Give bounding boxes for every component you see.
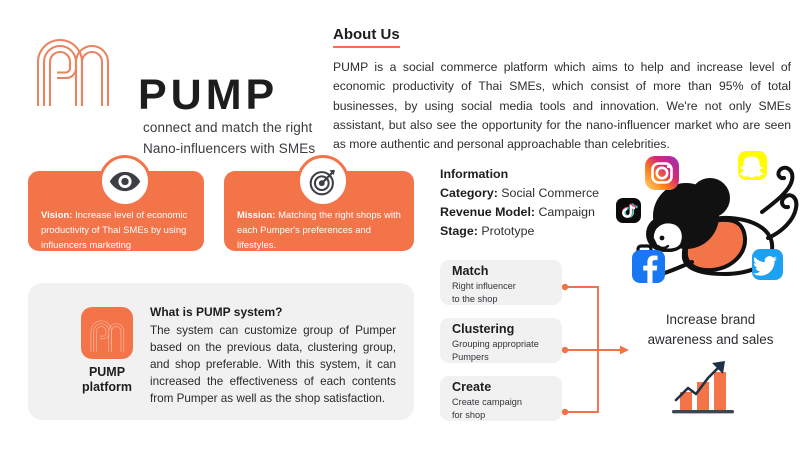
feature-card-match xyxy=(440,260,562,305)
target-icon xyxy=(297,155,349,207)
mission-text xyxy=(237,207,403,253)
growth-bar-chart-icon xyxy=(666,356,740,418)
info-value-stage: Prototype xyxy=(477,223,535,238)
outcome-line-2: awareness and sales xyxy=(647,332,774,348)
outcome-line-1: Increase brand xyxy=(665,312,756,327)
about-body: PUMP is a social commerce platform which aims to help and increase level of economic productivity of Thai SMEs, which consist of more than 95% of total businesses, by using social media tools and innovation. We're not only SMEs assistant, but also see the opportunity for the nano-influencer market who are seen as more authentic and personal approachable than celebrities. xyxy=(333,60,791,152)
eye-icon xyxy=(99,155,151,207)
platform-label-line-2: platform xyxy=(82,380,132,395)
mission-card xyxy=(224,171,414,251)
info-value-category: Social Commerce xyxy=(497,185,600,200)
tagline-line-1: connect and match the right xyxy=(143,120,313,135)
feature-desc-line-2: for shop xyxy=(452,409,486,420)
tagline-line-2: Nano-influencers with SMEs xyxy=(143,140,316,156)
facebook-icon xyxy=(632,250,665,283)
feature-title: Create xyxy=(452,380,492,394)
info-row-revenue-model xyxy=(440,203,630,222)
twitter-icon xyxy=(752,249,783,280)
info-value-revenue-model: Campaign xyxy=(535,204,595,219)
feature-desc-line-2: Pumpers xyxy=(452,351,489,362)
information-section xyxy=(440,165,630,240)
pump-platform-panel xyxy=(28,283,414,420)
vision-text xyxy=(41,207,193,253)
info-label-stage: Stage: xyxy=(440,223,478,238)
vision-card xyxy=(28,171,204,251)
vision-label: Vision: xyxy=(41,209,73,220)
about-title: About Us xyxy=(333,26,400,48)
info-row-category xyxy=(440,184,630,203)
platform-label-line-1: PUMP xyxy=(88,365,126,379)
instagram-icon xyxy=(645,156,679,190)
feature-title: Match xyxy=(452,264,489,278)
info-label-revenue-model: Revenue Model: xyxy=(440,204,536,219)
feature-desc-line-1: Grouping appropriate xyxy=(452,339,539,349)
brand-name: PUMP xyxy=(138,71,279,119)
tiktok-icon xyxy=(616,198,641,223)
brand-tagline xyxy=(143,118,315,160)
outcome-text xyxy=(628,310,793,350)
feature-desc-line-1: Create campaign xyxy=(452,397,522,407)
social-media-illustration xyxy=(612,146,806,296)
mission-body: Matching the right shops with each Pumper's preferences and lifestyles. xyxy=(237,209,401,251)
platform-text-block xyxy=(150,305,396,407)
info-label-category: Category: xyxy=(440,185,498,200)
feature-desc-line-1: Right influencer xyxy=(452,281,516,291)
feature-card-clustering xyxy=(440,318,562,363)
brand-header xyxy=(30,34,330,156)
feature-title: Clustering xyxy=(452,322,515,336)
vision-body: Increase level of economic productivity of Thai SMEs by using influencers marketing xyxy=(41,209,188,251)
mission-label: Mission: xyxy=(237,209,276,220)
pump-monogram-icon xyxy=(34,36,114,108)
about-section xyxy=(333,26,791,154)
snapchat-icon xyxy=(738,151,767,180)
information-title: Information xyxy=(440,167,509,181)
feature-desc xyxy=(452,338,556,363)
feature-desc-line-2: to the shop xyxy=(452,293,498,304)
feature-desc xyxy=(452,396,556,421)
platform-heading: What is PUMP system? xyxy=(150,305,283,319)
feature-card-create xyxy=(440,376,562,421)
pump-monogram-icon xyxy=(81,307,133,359)
info-row-stage xyxy=(440,222,630,241)
feature-desc xyxy=(452,280,556,305)
platform-label xyxy=(53,365,161,396)
platform-body: The system can customize group of Pumper based on the previous data, clustering group, and shop preferable. With this system, it can increased the effectiveness of each contents from Pumper as well as the shop satisfaction. xyxy=(150,324,396,406)
